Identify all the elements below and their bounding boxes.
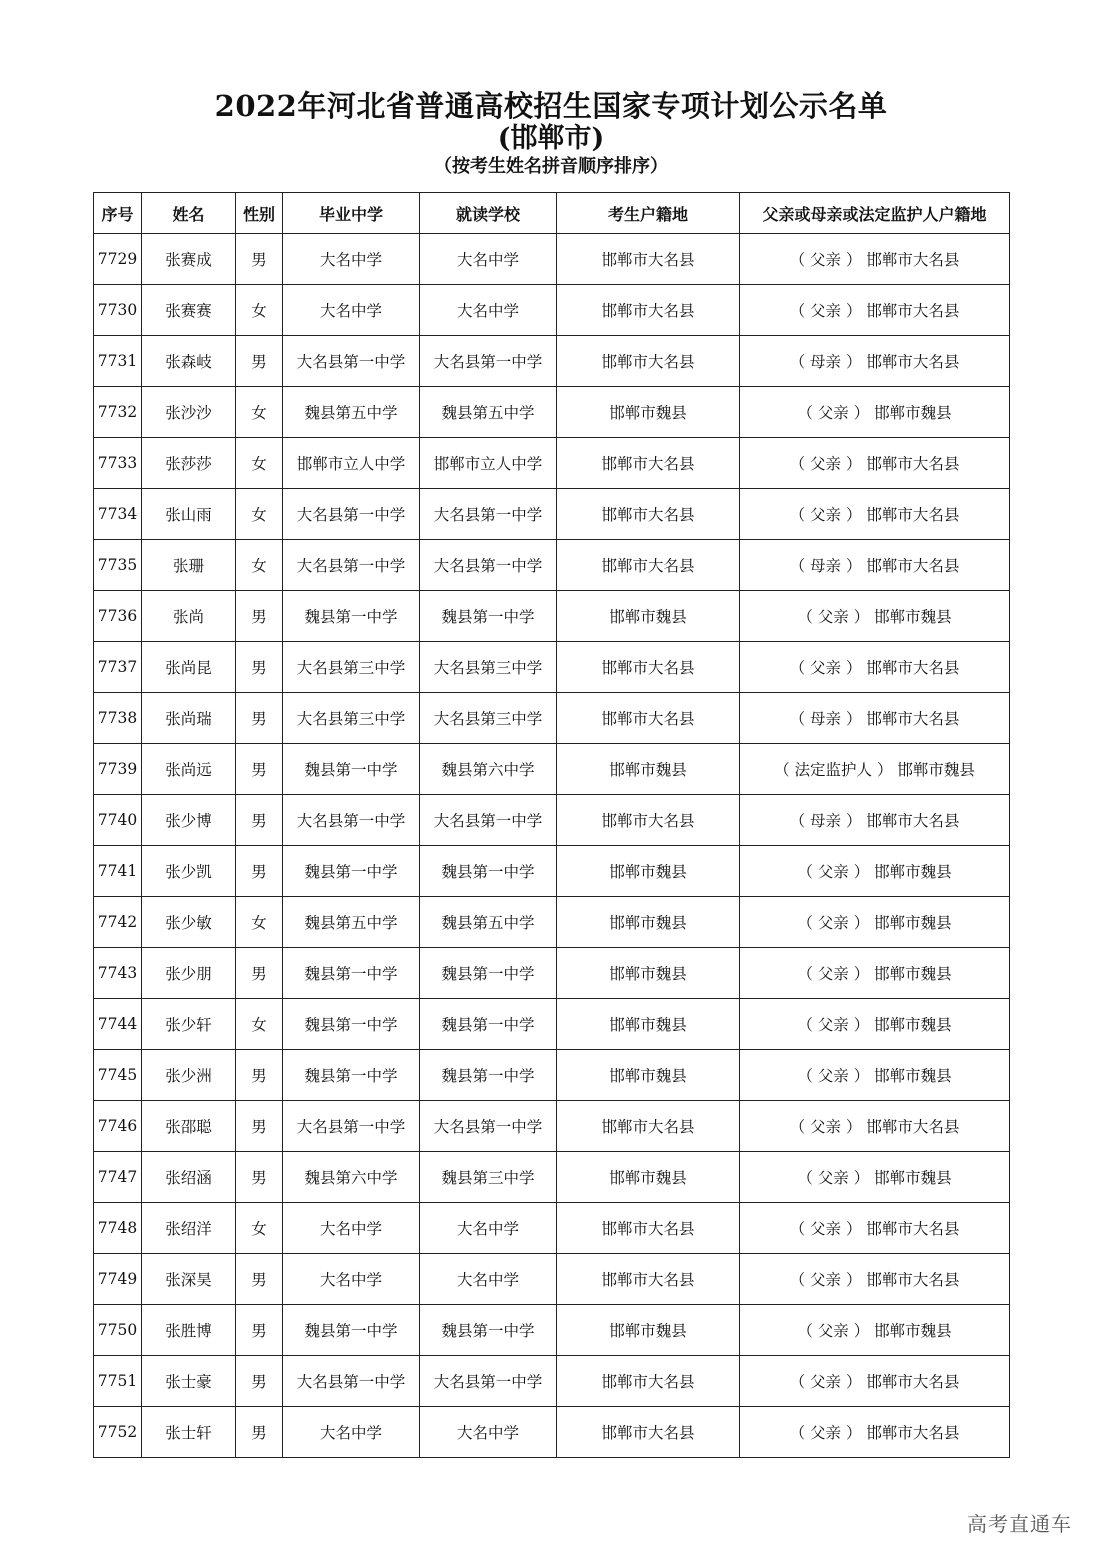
cell-current-school: 大名县第一中学 — [420, 336, 557, 387]
region-subtitle: (邯郸市) — [497, 123, 605, 154]
cell-gender: 男 — [236, 693, 283, 744]
cell-gender: 男 — [236, 591, 283, 642]
cell-household-registration: 邯郸市大名县 — [557, 1203, 740, 1254]
cell-current-school: 大名中学 — [420, 1407, 557, 1458]
cell-index: 7743 — [94, 948, 142, 999]
cell-gender: 男 — [236, 846, 283, 897]
cell-current-school: 魏县第六中学 — [420, 744, 557, 795]
cell-graduated-school: 魏县第五中学 — [283, 897, 420, 948]
cell-gender: 男 — [236, 642, 283, 693]
cell-gender: 男 — [236, 1305, 283, 1356]
cell-name: 张沙沙 — [142, 387, 236, 438]
table-row — [94, 1254, 1010, 1305]
cell-household-registration: 邯郸市大名县 — [557, 234, 740, 285]
cell-current-school: 大名县第一中学 — [420, 1356, 557, 1407]
cell-index: 7745 — [94, 1050, 142, 1101]
cell-index: 7747 — [94, 1152, 142, 1203]
cell-household-registration: 邯郸市魏县 — [557, 744, 740, 795]
cell-index: 7736 — [94, 591, 142, 642]
col-header-household-registration: 考生户籍地 — [557, 193, 740, 234]
cell-current-school: 大名县第三中学 — [420, 642, 557, 693]
cell-household-registration: 邯郸市大名县 — [557, 693, 740, 744]
cell-current-school: 魏县第一中学 — [420, 1305, 557, 1356]
cell-index: 7742 — [94, 897, 142, 948]
header-row — [94, 193, 1010, 234]
cell-index: 7737 — [94, 642, 142, 693]
cell-graduated-school: 大名县第三中学 — [283, 642, 420, 693]
cell-name: 张少轩 — [142, 999, 236, 1050]
cell-household-registration: 邯郸市大名县 — [557, 540, 740, 591]
cell-name: 张珊 — [142, 540, 236, 591]
cell-guardian-registration: （ 父亲 ） 邯郸市大名县 — [740, 1356, 1010, 1407]
col-header-index: 序号 — [94, 193, 142, 234]
cell-household-registration: 邯郸市大名县 — [557, 1254, 740, 1305]
cell-guardian-registration: （ 父亲 ） 邯郸市魏县 — [740, 1152, 1010, 1203]
cell-household-registration: 邯郸市大名县 — [557, 285, 740, 336]
table-row — [94, 234, 1010, 285]
cell-gender: 男 — [236, 1050, 283, 1101]
cell-guardian-registration: （ 父亲 ） 邯郸市魏县 — [740, 1305, 1010, 1356]
cell-index: 7731 — [94, 336, 142, 387]
cell-gender: 女 — [236, 1203, 283, 1254]
cell-guardian-registration: （ 父亲 ） 邯郸市大名县 — [740, 642, 1010, 693]
cell-index: 7741 — [94, 846, 142, 897]
cell-name: 张少洲 — [142, 1050, 236, 1101]
col-header-gender: 性别 — [236, 193, 283, 234]
cell-household-registration: 邯郸市大名县 — [557, 489, 740, 540]
table-body — [94, 234, 1010, 1458]
cell-graduated-school: 大名县第一中学 — [283, 540, 420, 591]
cell-guardian-registration: （ 父亲 ） 邯郸市魏县 — [740, 999, 1010, 1050]
cell-graduated-school: 魏县第一中学 — [283, 846, 420, 897]
cell-index: 7752 — [94, 1407, 142, 1458]
cell-current-school: 魏县第五中学 — [420, 897, 557, 948]
table-header — [94, 193, 1010, 234]
cell-guardian-registration: （ 父亲 ） 邯郸市大名县 — [740, 438, 1010, 489]
cell-guardian-registration: （ 父亲 ） 邯郸市魏县 — [740, 1050, 1010, 1101]
cell-current-school: 大名县第一中学 — [420, 540, 557, 591]
cell-name: 张绍涵 — [142, 1152, 236, 1203]
cell-name: 张山雨 — [142, 489, 236, 540]
cell-index: 7748 — [94, 1203, 142, 1254]
cell-gender: 男 — [236, 1101, 283, 1152]
cell-index: 7730 — [94, 285, 142, 336]
cell-household-registration: 邯郸市魏县 — [557, 1050, 740, 1101]
cell-graduated-school: 大名中学 — [283, 1203, 420, 1254]
cell-name: 张少博 — [142, 795, 236, 846]
cell-gender: 女 — [236, 999, 283, 1050]
cell-index: 7734 — [94, 489, 142, 540]
roster-table — [93, 192, 1010, 1458]
cell-current-school: 大名中学 — [420, 285, 557, 336]
cell-graduated-school: 大名中学 — [283, 1254, 420, 1305]
cell-graduated-school: 大名中学 — [283, 1407, 420, 1458]
cell-gender: 女 — [236, 285, 283, 336]
cell-name: 张邵聪 — [142, 1101, 236, 1152]
cell-graduated-school: 魏县第一中学 — [283, 744, 420, 795]
cell-current-school: 大名中学 — [420, 1203, 557, 1254]
cell-index: 7750 — [94, 1305, 142, 1356]
cell-household-registration: 邯郸市大名县 — [557, 1356, 740, 1407]
cell-graduated-school: 大名县第三中学 — [283, 693, 420, 744]
cell-graduated-school: 魏县第一中学 — [283, 948, 420, 999]
cell-index: 7732 — [94, 387, 142, 438]
cell-household-registration: 邯郸市大名县 — [557, 642, 740, 693]
cell-graduated-school: 大名县第一中学 — [283, 795, 420, 846]
cell-gender: 男 — [236, 1356, 283, 1407]
cell-household-registration: 邯郸市魏县 — [557, 1152, 740, 1203]
cell-guardian-registration: （ 父亲 ） 邯郸市大名县 — [740, 1203, 1010, 1254]
cell-graduated-school: 魏县第六中学 — [283, 1152, 420, 1203]
table-row — [94, 999, 1010, 1050]
cell-index: 7733 — [94, 438, 142, 489]
cell-guardian-registration: （ 父亲 ） 邯郸市魏县 — [740, 846, 1010, 897]
cell-gender: 男 — [236, 1254, 283, 1305]
cell-graduated-school: 大名县第一中学 — [283, 489, 420, 540]
cell-current-school: 魏县第一中学 — [420, 999, 557, 1050]
table-row — [94, 693, 1010, 744]
cell-gender: 女 — [236, 438, 283, 489]
cell-guardian-registration: （ 母亲 ） 邯郸市大名县 — [740, 336, 1010, 387]
cell-gender: 女 — [236, 540, 283, 591]
cell-index: 7751 — [94, 1356, 142, 1407]
cell-household-registration: 邯郸市魏县 — [557, 387, 740, 438]
cell-current-school: 魏县第五中学 — [420, 387, 557, 438]
cell-guardian-registration: （ 父亲 ） 邯郸市魏县 — [740, 591, 1010, 642]
cell-graduated-school: 魏县第五中学 — [283, 387, 420, 438]
cell-name: 张尚昆 — [142, 642, 236, 693]
cell-guardian-registration: （ 父亲 ） 邯郸市魏县 — [740, 387, 1010, 438]
cell-name: 张士豪 — [142, 1356, 236, 1407]
cell-guardian-registration: （ 父亲 ） 邯郸市大名县 — [740, 234, 1010, 285]
table-row — [94, 846, 1010, 897]
table-row — [94, 1305, 1010, 1356]
cell-index: 7740 — [94, 795, 142, 846]
cell-gender: 女 — [236, 387, 283, 438]
cell-gender: 男 — [236, 795, 283, 846]
cell-household-registration: 邯郸市大名县 — [557, 795, 740, 846]
cell-household-registration: 邯郸市大名县 — [557, 438, 740, 489]
cell-current-school: 魏县第一中学 — [420, 948, 557, 999]
cell-guardian-registration: （ 父亲 ） 邯郸市大名县 — [740, 1101, 1010, 1152]
cell-current-school: 魏县第一中学 — [420, 591, 557, 642]
table-row — [94, 540, 1010, 591]
table-row — [94, 1101, 1010, 1152]
col-header-current-school: 就读学校 — [420, 193, 557, 234]
cell-index: 7738 — [94, 693, 142, 744]
cell-name: 张尚瑞 — [142, 693, 236, 744]
watermark: 高考直通车 — [967, 1512, 1072, 1536]
cell-index: 7735 — [94, 540, 142, 591]
table-row — [94, 1356, 1010, 1407]
cell-household-registration: 邯郸市大名县 — [557, 336, 740, 387]
cell-name: 张莎莎 — [142, 438, 236, 489]
col-header-guardian-registration: 父亲或母亲或法定监护人户籍地 — [740, 193, 1010, 234]
cell-household-registration: 邯郸市大名县 — [557, 1101, 740, 1152]
cell-graduated-school: 邯郸市立人中学 — [283, 438, 420, 489]
cell-current-school: 大名县第一中学 — [420, 1101, 557, 1152]
table-row — [94, 489, 1010, 540]
cell-index: 7744 — [94, 999, 142, 1050]
table-row — [94, 336, 1010, 387]
cell-current-school: 大名县第一中学 — [420, 795, 557, 846]
cell-index: 7739 — [94, 744, 142, 795]
cell-guardian-registration: （ 法定监护人 ） 邯郸市魏县 — [740, 744, 1010, 795]
cell-current-school: 魏县第一中学 — [420, 1050, 557, 1101]
cell-graduated-school: 大名中学 — [283, 234, 420, 285]
cell-household-registration: 邯郸市魏县 — [557, 846, 740, 897]
cell-current-school: 魏县第一中学 — [420, 846, 557, 897]
cell-index: 7746 — [94, 1101, 142, 1152]
table-row — [94, 948, 1010, 999]
cell-graduated-school: 魏县第一中学 — [283, 591, 420, 642]
sort-note: （按考生姓名拼音顺序排序） — [434, 156, 668, 177]
table-row — [94, 438, 1010, 489]
cell-guardian-registration: （ 父亲 ） 邯郸市大名县 — [740, 285, 1010, 336]
cell-gender: 女 — [236, 489, 283, 540]
cell-current-school: 大名县第一中学 — [420, 489, 557, 540]
cell-guardian-registration: （ 父亲 ） 邯郸市魏县 — [740, 897, 1010, 948]
cell-index: 7749 — [94, 1254, 142, 1305]
cell-graduated-school: 大名中学 — [283, 285, 420, 336]
cell-name: 张森岐 — [142, 336, 236, 387]
cell-guardian-registration: （ 父亲 ） 邯郸市大名县 — [740, 1407, 1010, 1458]
cell-household-registration: 邯郸市魏县 — [557, 1305, 740, 1356]
cell-gender: 男 — [236, 234, 283, 285]
cell-name: 张少敏 — [142, 897, 236, 948]
cell-gender: 男 — [236, 1407, 283, 1458]
cell-current-school: 大名县第三中学 — [420, 693, 557, 744]
cell-gender: 女 — [236, 897, 283, 948]
table-row — [94, 642, 1010, 693]
table-row — [94, 744, 1010, 795]
table-row — [94, 387, 1010, 438]
cell-gender: 男 — [236, 744, 283, 795]
cell-name: 张胜博 — [142, 1305, 236, 1356]
cell-household-registration: 邯郸市魏县 — [557, 591, 740, 642]
table-row — [94, 897, 1010, 948]
cell-guardian-registration: （ 母亲 ） 邯郸市大名县 — [740, 540, 1010, 591]
table-row — [94, 1203, 1010, 1254]
col-header-name: 姓名 — [142, 193, 236, 234]
cell-graduated-school: 大名县第一中学 — [283, 1356, 420, 1407]
document-title: 2022年河北省普通高校招生国家专项计划公示名单 — [214, 89, 888, 123]
cell-household-registration: 邯郸市魏县 — [557, 948, 740, 999]
cell-household-registration: 邯郸市魏县 — [557, 897, 740, 948]
cell-name: 张少朋 — [142, 948, 236, 999]
cell-name: 张士轩 — [142, 1407, 236, 1458]
cell-graduated-school: 魏县第一中学 — [283, 1050, 420, 1101]
cell-current-school: 大名中学 — [420, 1254, 557, 1305]
table-row — [94, 795, 1010, 846]
cell-index: 7729 — [94, 234, 142, 285]
cell-name: 张绍洋 — [142, 1203, 236, 1254]
cell-name: 张尚远 — [142, 744, 236, 795]
cell-graduated-school: 大名县第一中学 — [283, 1101, 420, 1152]
table-row — [94, 1407, 1010, 1458]
table-row — [94, 591, 1010, 642]
table-row — [94, 285, 1010, 336]
cell-guardian-registration: （ 母亲 ） 邯郸市大名县 — [740, 795, 1010, 846]
cell-current-school: 邯郸市立人中学 — [420, 438, 557, 489]
cell-guardian-registration: （ 父亲 ） 邯郸市大名县 — [740, 1254, 1010, 1305]
table-row — [94, 1050, 1010, 1101]
cell-name: 张赛成 — [142, 234, 236, 285]
cell-gender: 男 — [236, 336, 283, 387]
cell-name: 张深昊 — [142, 1254, 236, 1305]
cell-gender: 男 — [236, 1152, 283, 1203]
cell-graduated-school: 大名县第一中学 — [283, 336, 420, 387]
cell-graduated-school: 魏县第一中学 — [283, 1305, 420, 1356]
cell-current-school: 魏县第三中学 — [420, 1152, 557, 1203]
cell-name: 张少凯 — [142, 846, 236, 897]
col-header-graduated-school: 毕业中学 — [283, 193, 420, 234]
cell-gender: 男 — [236, 948, 283, 999]
cell-household-registration: 邯郸市大名县 — [557, 1407, 740, 1458]
cell-guardian-registration: （ 母亲 ） 邯郸市大名县 — [740, 693, 1010, 744]
cell-graduated-school: 魏县第一中学 — [283, 999, 420, 1050]
cell-name: 张尚 — [142, 591, 236, 642]
cell-guardian-registration: （ 父亲 ） 邯郸市魏县 — [740, 948, 1010, 999]
cell-name: 张赛赛 — [142, 285, 236, 336]
table-row — [94, 1152, 1010, 1203]
cell-household-registration: 邯郸市魏县 — [557, 999, 740, 1050]
cell-guardian-registration: （ 父亲 ） 邯郸市大名县 — [740, 489, 1010, 540]
cell-current-school: 大名中学 — [420, 234, 557, 285]
